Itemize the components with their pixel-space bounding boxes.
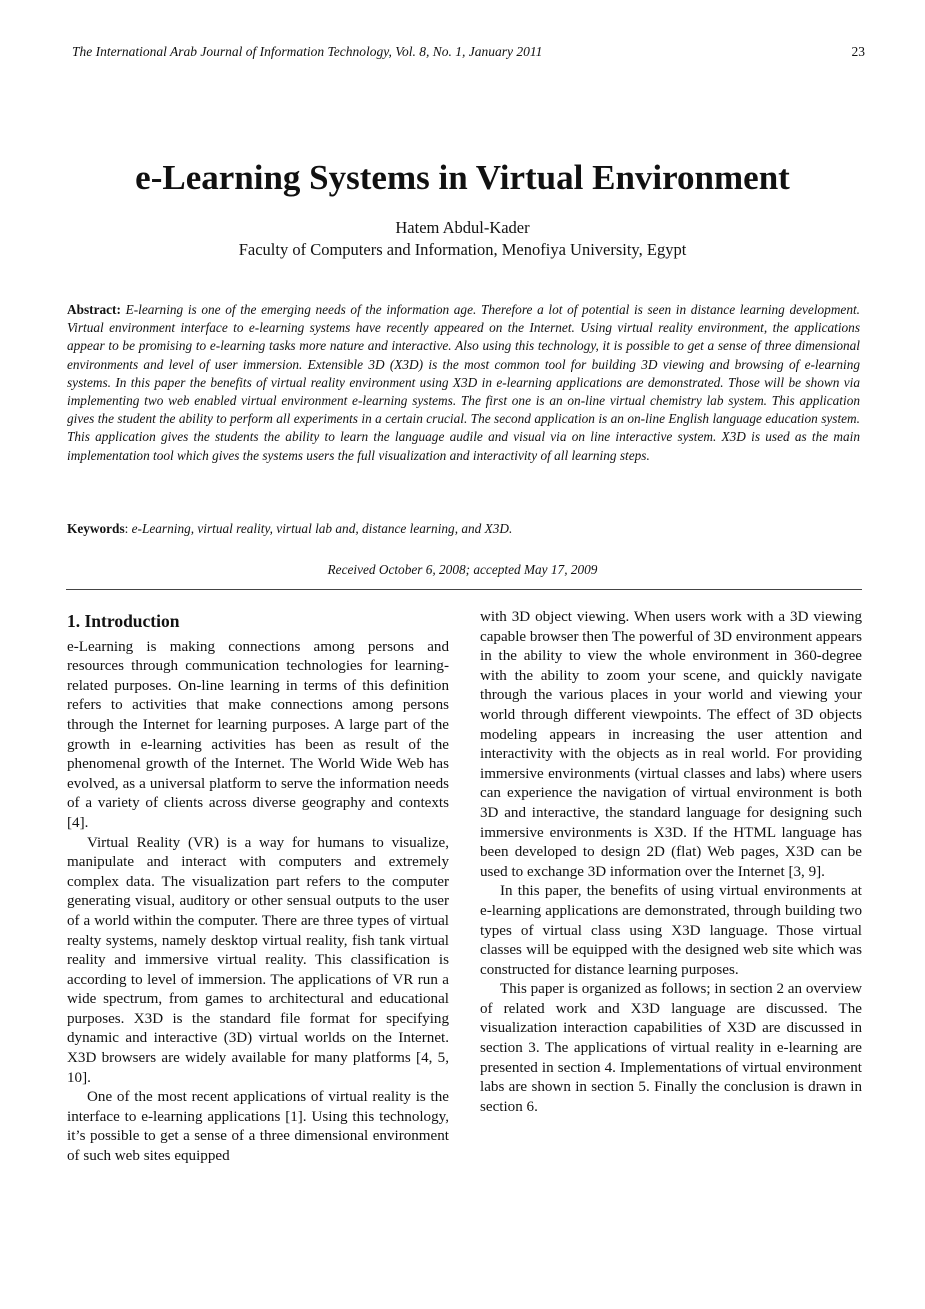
paragraph: with 3D object viewing. When users work with a 3D viewing capable browser then The powerful of 3D environment appears in the ability to view the whole environment in 360-degree with the ability to zoom your scene, and quickly navigate through the various places in your world and viewing your world through different viewpoints. The effect of 3D objects modeling appears in increasing the user attention and interactivity with the objects as in real world. For providing immersive environments (virtual classes and labs) where users can experience the navigation of virtual environment is both 3D and interactive, the standard language for designing such immersive environments is X3D. If the HTML language has been developed to design 2D (flat) Web pages, X3D can be used to exchange 3D information over the Internet [3, 9]. <box>480 609 862 880</box>
keywords-separator: : <box>124 521 132 536</box>
left-column <box>67 612 449 1167</box>
author-name: Hatem Abdul-Kader <box>395 218 530 237</box>
right-column <box>480 608 862 1117</box>
paragraph: This paper is organized as follows; in section 2 an overview of related work and X3D language are discussed. The visualization interaction capabilities of X3D are discussed in section 3. The applications of virtual reality in e-learning are presented in section 4. Implementations of virtual environment labs are shown in section 5. Finally the conclusion is drawn in section 6. <box>480 981 862 1115</box>
keywords-text: e-Learning, virtual reality, virtual lab and, distance learning, and X3D. <box>131 521 513 536</box>
paragraph: In this paper, the benefits of using virtual environments at e-learning applications are demonstrated, through building two types of virtual class using X3D language. Those virtual classes will be equipped with the designed web site which was constructed for distance learning purposes. <box>480 883 862 978</box>
section-heading-introduction: 1. Introduction <box>67 611 180 631</box>
received-dates: Received October 6, 2008; accepted May 17, 2009 <box>327 562 598 577</box>
keywords-label: Keywords <box>67 521 125 536</box>
abstract <box>67 301 860 465</box>
page-number: 23 <box>851 44 865 59</box>
paragraph: e-Learning is making connections among persons and resources through communication technologies for learning-related purposes. On-line learning in terms of this definition refers to activities that make connections among persons through the Internet for learning purposes. A large part of the growth in e-learning activities has been as result of the phenomenal growth of the Internet. The World Wide Web has evolved, as a universal platform to serve the information needs of a variety of clients across diverse geography and contexts [4]. <box>67 638 449 831</box>
paper-title: e-Learning Systems in Virtual Environment <box>135 158 790 197</box>
abstract-label: Abstract: <box>67 302 121 317</box>
author-affiliation: Faculty of Computers and Information, Menofiya University, Egypt <box>238 240 687 259</box>
paragraph: Virtual Reality (VR) is a way for humans to visualize, manipulate and interact with computers and extremely complex data. The visualization part refers to the computer generating visual, auditory or other sensual outputs to the user of a world within the computer. There are three types of virtual realty systems, namely desktop virtual reality, fish tank virtual reality and immersive virtual reality. This classification is according to level of immersion. The applications of VR run a wide spectrum, from games to architectural and educational purposes. X3D is the standard file format for specifying dynamic and interactive (3D) virtual worlds on the Internet. X3D browsers are widely available for many platforms [4, 5, 10]. <box>67 834 449 1086</box>
header-divider <box>66 589 862 590</box>
paragraph: One of the most recent applications of virtual reality is the interface to e-learning applications [1]. Using this technology, it’s possible to get a sense of a three dimensional environment of such web sites equipped <box>67 1089 449 1165</box>
abstract-text: E-learning is one of the emerging needs of the information age. Therefore a lot of potential is seen in distance learning development. Virtual environment interface to e-learning systems have recently appeared on the Internet. Using virtual reality environment, the applications appear to be promising to e-learning tasks more nature and interactive. Also using this technology, it is possible to get a sense of three dimensional environments and level of user immersion. Extensible 3D (X3D) is the most common tool for building 3D viewing and browsing of e-learning systems. In this paper the benefits of virtual reality environment using X3D in e-learning applications are demonstrated. Those will be shown via implementing two web enabled virtual environment e-learning systems. The first one is an on-line virtual chemistry lab system. This application gives the student the ability to perform all experiments in a certain crucial. The second application is an on-line English language education system. This application gives the students the ability to learn the language audile and visual via on line interactive system. X3D is used as the main implementation tool which gives the systems users the full visualization and interactivity of all learning steps. <box>67 302 860 463</box>
running-head: The International Arab Journal of Information Technology, Vol. 8, No. 1, January 2011 <box>72 44 543 59</box>
keywords <box>67 521 860 537</box>
